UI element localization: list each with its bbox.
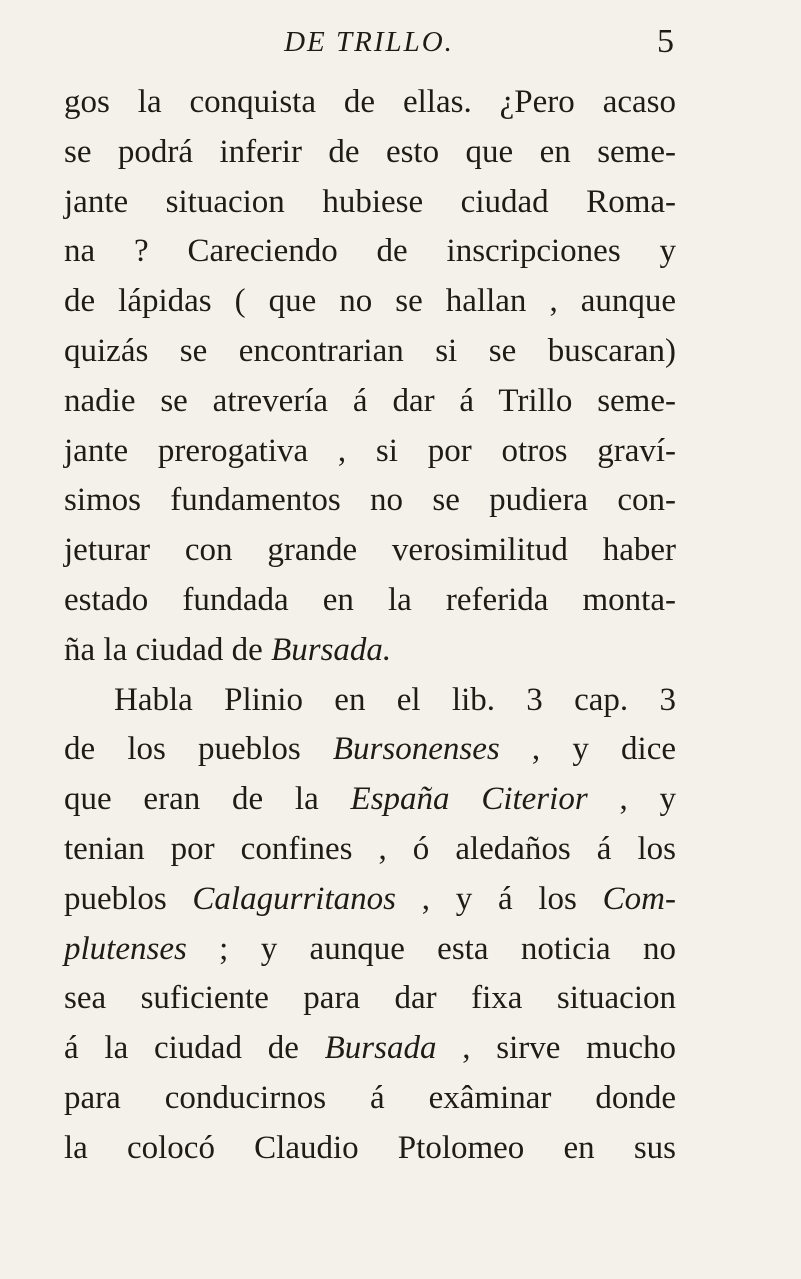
running-title: DE TRILLO. (284, 26, 454, 58)
paragraph-start-line: Habla Plinio en el lib. 3 cap. 3 (114, 681, 676, 718)
page-header (64, 22, 674, 62)
text-line: de los pueblos Bursonenses , y dice (64, 731, 676, 768)
text-line: quizás se encontrarian si se buscaran) (64, 332, 676, 369)
text-line: para conducirnos á exâminar donde (64, 1079, 676, 1116)
italic-place-name: Bursada (271, 631, 383, 668)
paragraph-end-line: ña la ciudad de Bursada. (64, 631, 392, 668)
italic-people-name: Bursonenses (332, 731, 500, 768)
text-line: plutenses ; y aunque esta noticia no (64, 930, 676, 967)
text-line: jante situacion hubiese ciudad Roma- (64, 183, 676, 220)
text-line: á la ciudad de Bursada , sirve mucho (64, 1030, 676, 1067)
text-line: se podrá inferir de esto que en seme- (64, 133, 676, 170)
text-line: pueblos Calagurritanos , y á los Com- (64, 880, 676, 917)
italic-region-name: España Citerior (350, 781, 588, 818)
italic-people-name: Calagurritanos (192, 880, 396, 917)
text-line: estado fundada en la referida monta- (64, 581, 676, 618)
text-line: la colocó Claudio Ptolomeo en sus (64, 1129, 676, 1166)
text-line: gos la conquista de ellas. ¿Pero acaso (64, 84, 676, 120)
text-line: tenian por confines , ó aledaños á los (64, 830, 676, 867)
text-line: de lápidas ( que no se hallan , aunque (64, 283, 676, 320)
text-line: jante prerogativa , si por otros graví- (64, 432, 676, 469)
italic-place-name: Bursada (324, 1030, 437, 1067)
body-text (64, 78, 676, 1174)
italic-people-name: plutenses (64, 930, 187, 967)
text-line: sea suficiente para dar fixa situacion (64, 980, 676, 1017)
text-line: simos fundamentos no se pudiera con- (64, 482, 676, 519)
text-line: que eran de la España Citerior , y (64, 781, 676, 818)
text-line: na ? Careciendo de inscripciones y (64, 233, 676, 270)
text-line: jeturar con grande verosimilitud haber (64, 532, 676, 569)
text-line: nadie se atrevería á dar á Trillo seme- (64, 382, 676, 419)
page-number: 5 (657, 23, 674, 60)
italic-people-name: Com- (602, 880, 676, 917)
